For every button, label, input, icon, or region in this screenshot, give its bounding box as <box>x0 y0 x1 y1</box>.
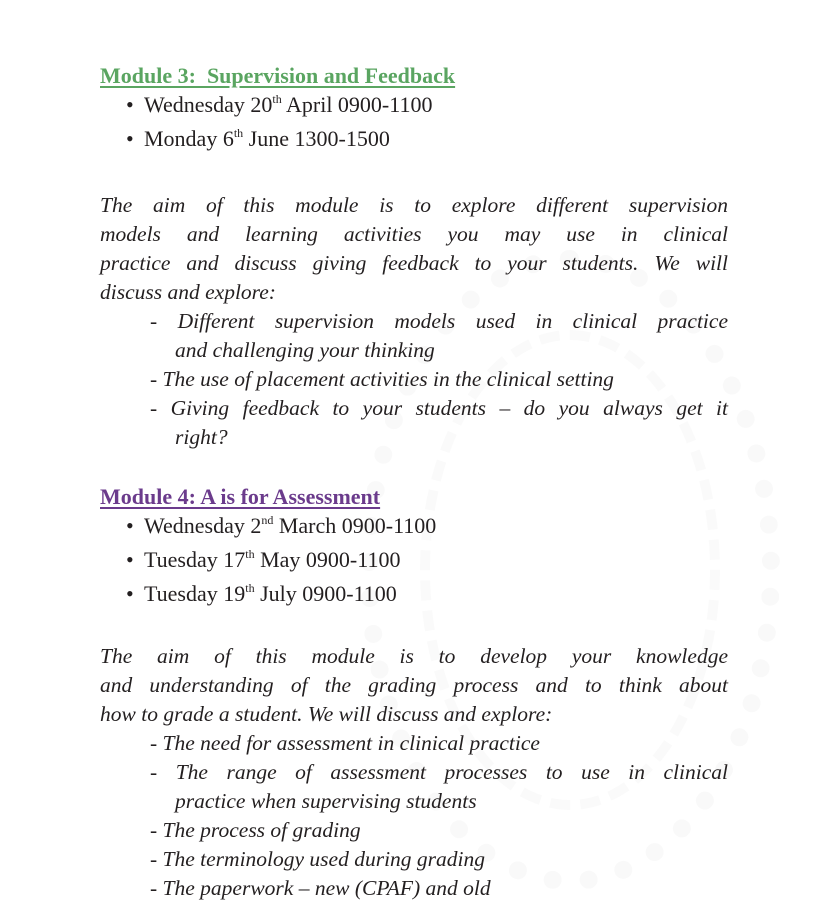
module-3-item-3-cont: right? <box>175 425 228 449</box>
module-4-item-2-cont: practice when supervising students <box>175 789 477 813</box>
module-4-aim: The aim of this module is to develop your knowledge and understanding of the grading process and to think about how to grade a student. We will discuss and explore: <box>100 644 728 726</box>
bullet-icon: • <box>126 513 134 538</box>
module-3-item-2: - The use of placement activities in the clinical setting <box>150 367 614 391</box>
module-3-aim: The aim of this module is to explore different supervision models and learning activities you may use in clinical practice and discuss giving feedback to your students. We will discuss and explore: <box>100 193 728 304</box>
module-3-title: Module 3: Supervision and Feedback <box>100 63 456 88</box>
module-4-title: Module 4: A is for Assessment <box>100 484 381 509</box>
module-4-item-4: - The terminology used during grading <box>150 847 486 871</box>
module-4-item-2: - The range of assessment processes to use in clinical <box>150 760 728 784</box>
module-4-item-1: - The need for assessment in clinical practice <box>150 731 540 755</box>
module-4-item-5: - The paperwork – new (CPAF) and old <box>150 876 491 900</box>
module-4-session-1: • Wednesday 2nd March 0900-1100 <box>126 513 437 538</box>
module-4-session-3: • Tuesday 19th July 0900-1100 <box>126 581 397 606</box>
module-3-item-1: - Different supervision models used in clinical practice <box>150 309 728 333</box>
module-3-session-1: • Wednesday 20th April 0900-1100 <box>126 92 433 117</box>
bullet-icon: • <box>126 92 134 117</box>
module-3-item-3: - Giving feedback to your students – do you always get it <box>150 396 728 420</box>
module-3-item-1-cont: and challenging your thinking <box>175 338 435 362</box>
bullet-icon: • <box>126 581 134 606</box>
module-4-item-3: - The process of grading <box>150 818 361 842</box>
module-3-session-2: • Monday 6th June 1300-1500 <box>126 126 390 151</box>
module-4-session-2: • Tuesday 17th May 0900-1100 <box>126 547 401 572</box>
bullet-icon: • <box>126 126 134 151</box>
bullet-icon: • <box>126 547 134 572</box>
